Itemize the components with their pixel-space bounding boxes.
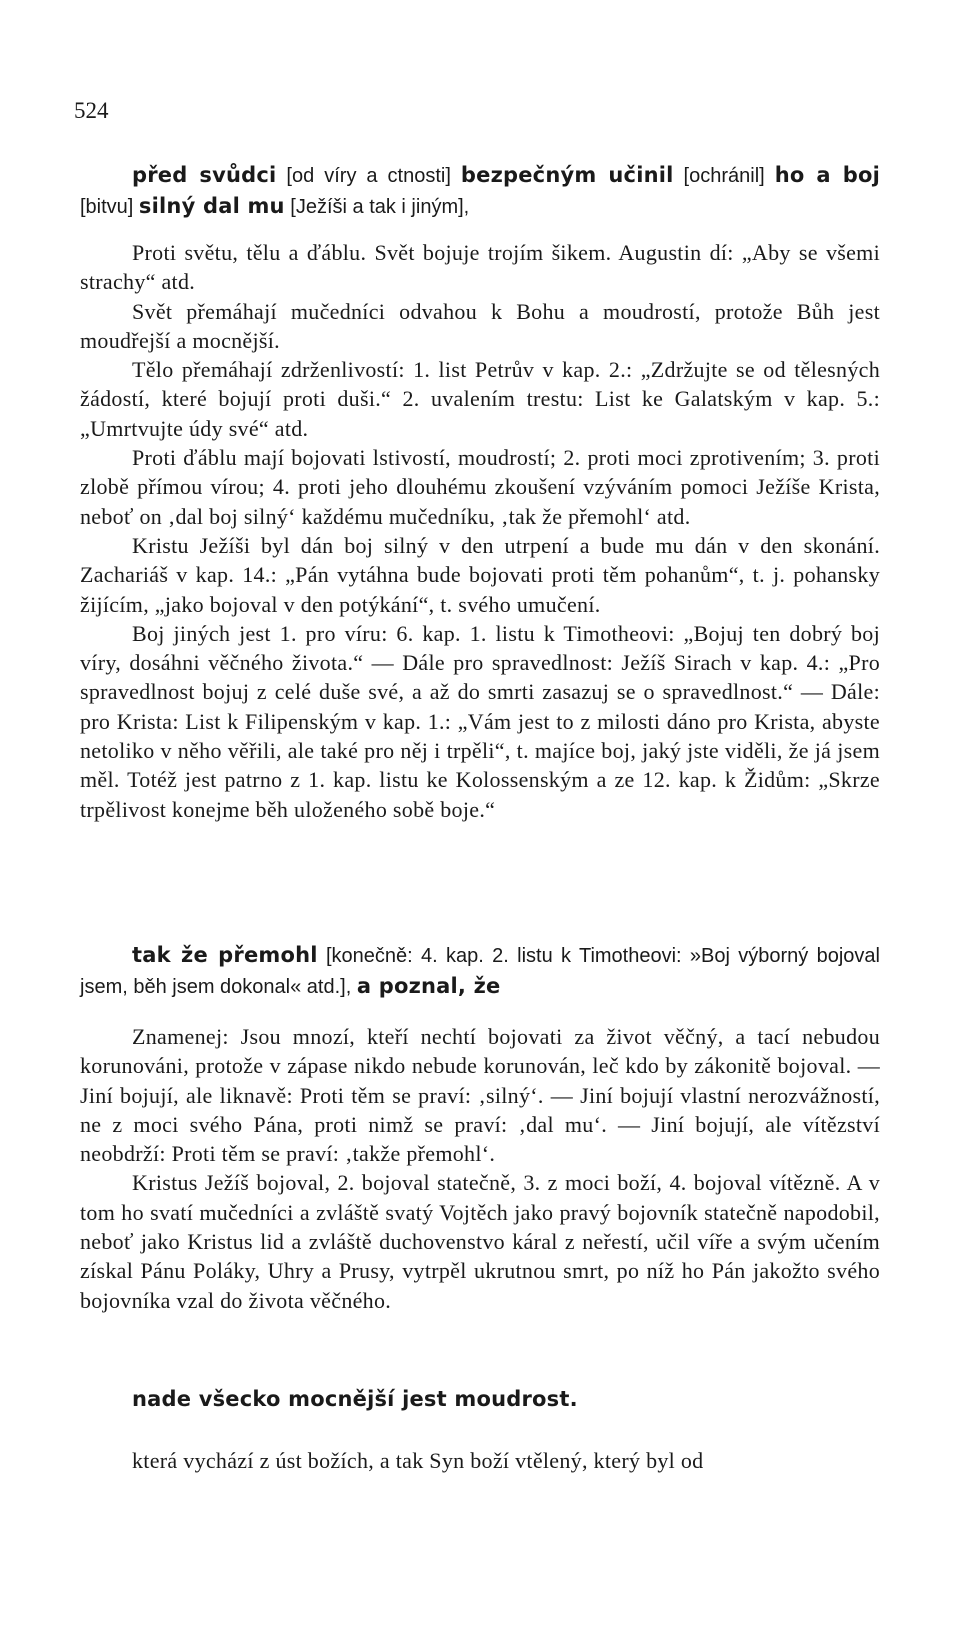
- commentary-block: [80, 1446, 880, 1475]
- commentary-paragraph: Boj jiných jest 1. pro víru: 6. kap. 1. listu k Timotheovi: „Bojuj ten dobrý boj víry, dosáhni věčného života.“ — Dále pro spravedlnost: Ježíš Sirach v kap. 4.: „Pro spravedlnost bojuj z celé duše své, a až do smrti zasazuj se o spravedlnost.“ — Dále: pro Krista: List k Filipenským v kap. 1.: „Vám jest to z milosti dáno pro Krista, abyste netoliko v něho věřili, ale také pro něj i trpěli“, t. majíce boj, jaký jste viděli, že já jsem měl. Totéž jest patrno z 1. kap. listu ke Kolossenským a ze 12. kap. k Židům: „Skrze trpělivost konejme běh uloženého sobě boje.“: [80, 620, 880, 822]
- lemma-bold: a poznal, že: [356, 974, 501, 998]
- lemma-bold: ho a boj: [774, 163, 880, 187]
- commentary-paragraph: Proti ďáblu mají bojovati lstivostí, moudrostí; 2. proti moci zprotivením; 3. proti zlobě přímou vírou; 4. proti jeho dlouhému zkoušení vzýváním pomoci Ježíše Krista, neboť on ‚dal boj silný‘ každému mučedníku, ‚tak že přemohl‘ atd.: [80, 445, 880, 529]
- lemma-heading: [80, 160, 880, 222]
- commentary-paragraph: která vychází z úst božích, a tak Syn boží vtělený, který byl od: [132, 1448, 704, 1473]
- page-number: 524: [74, 98, 109, 123]
- lemma-heading: [80, 940, 880, 1002]
- commentary-block: [80, 238, 880, 824]
- lemma-bold: nade všecko mocnější jest moudrost.: [132, 1387, 578, 1411]
- commentary-paragraph: Kristus Ježíš bojoval, 2. bojoval statečně, 3. z moci boží, 4. bojoval vítězně. A v tom ho svatí mučedníci a zvláště svatý Vojtěch jako pravý bojovník statečně napodobil, neboť jako Kristus lid a zvláště duchovenstvo káral z neřestí, učil víře a svým učením získal Pánu Poláky, Uhry a Prusy, vytrpěl ukrutnou smrt, po níž ho Pán jakožto svého bojovníka vzal do života věčného.: [80, 1170, 880, 1313]
- commentary-block: [80, 1022, 880, 1315]
- commentary-paragraph: Proti světu, tělu a ďáblu. Svět bojuje trojím šikem. Augustin dí: „Aby se všemi strachy“ atd.: [80, 240, 880, 295]
- commentary-paragraph: Tělo přemáhají zdrženlivostí: 1. list Petrův v kap. 2.: „Zdržujte se od tělesných žádostí, které bojují proti duši.“ 2. uvalením trestu: List ke Galatským v kap. 5.: „Umrtvujte údy své“ atd.: [80, 357, 880, 441]
- lemma-gloss: [Ježíši a tak i jiným],: [284, 196, 470, 218]
- commentary-paragraph: Kristu Ježíši byl dán boj silný v den utrpení a bude mu dán v den skonání. Zachariáš v kap. 14.: „Pán vytáhna bude bojovati proti těm pohanům“, t. j. pohansky žijícím, „jako bojoval v den potýkání“, t. svého umučení.: [80, 532, 880, 617]
- lemma-gloss: [bitvu]: [80, 196, 139, 218]
- commentary-paragraph: Znamenej: Jsou mnozí, kteří nechtí bojovati za život věčný, a tací nebudou korunováni, protože v zápase nikdo nebude korunován, leč kdo by zákonitě bojoval. — Jiní bojují, ale liknavě: Proti těm se praví: ‚silný‘. — Jiní bojují vlastní nerozvážností, ne z moci svého Pána, proti nimž se praví: ‚dal mu‘. — Jiní bojují, ale vítězství neobdrží: Proti těm se praví: ‚takže přemohl‘.: [80, 1024, 880, 1167]
- lemma-bold: bezpečným učinil: [460, 163, 674, 187]
- lemma-bold: tak že přemohl: [132, 943, 318, 967]
- lemma-bold: před svůdci: [132, 163, 277, 187]
- lemma-bold: silný dal mu: [138, 194, 285, 218]
- commentary-paragraph: Svět přemáhají mučedníci odvahou k Bohu a moudrostí, protože Bůh jest moudřejší a mocnější.: [80, 298, 880, 353]
- lemma-gloss: [od víry a ctnosti]: [276, 165, 461, 187]
- lemma-gloss: [ochránil]: [673, 165, 775, 187]
- lemma-heading: [80, 1384, 880, 1414]
- lemma-gloss: [konečně: 4. kap. 2. listu k Timotheovi: »Boj výborný bojoval jsem, běh jsem dokonal« atd.],: [80, 945, 880, 998]
